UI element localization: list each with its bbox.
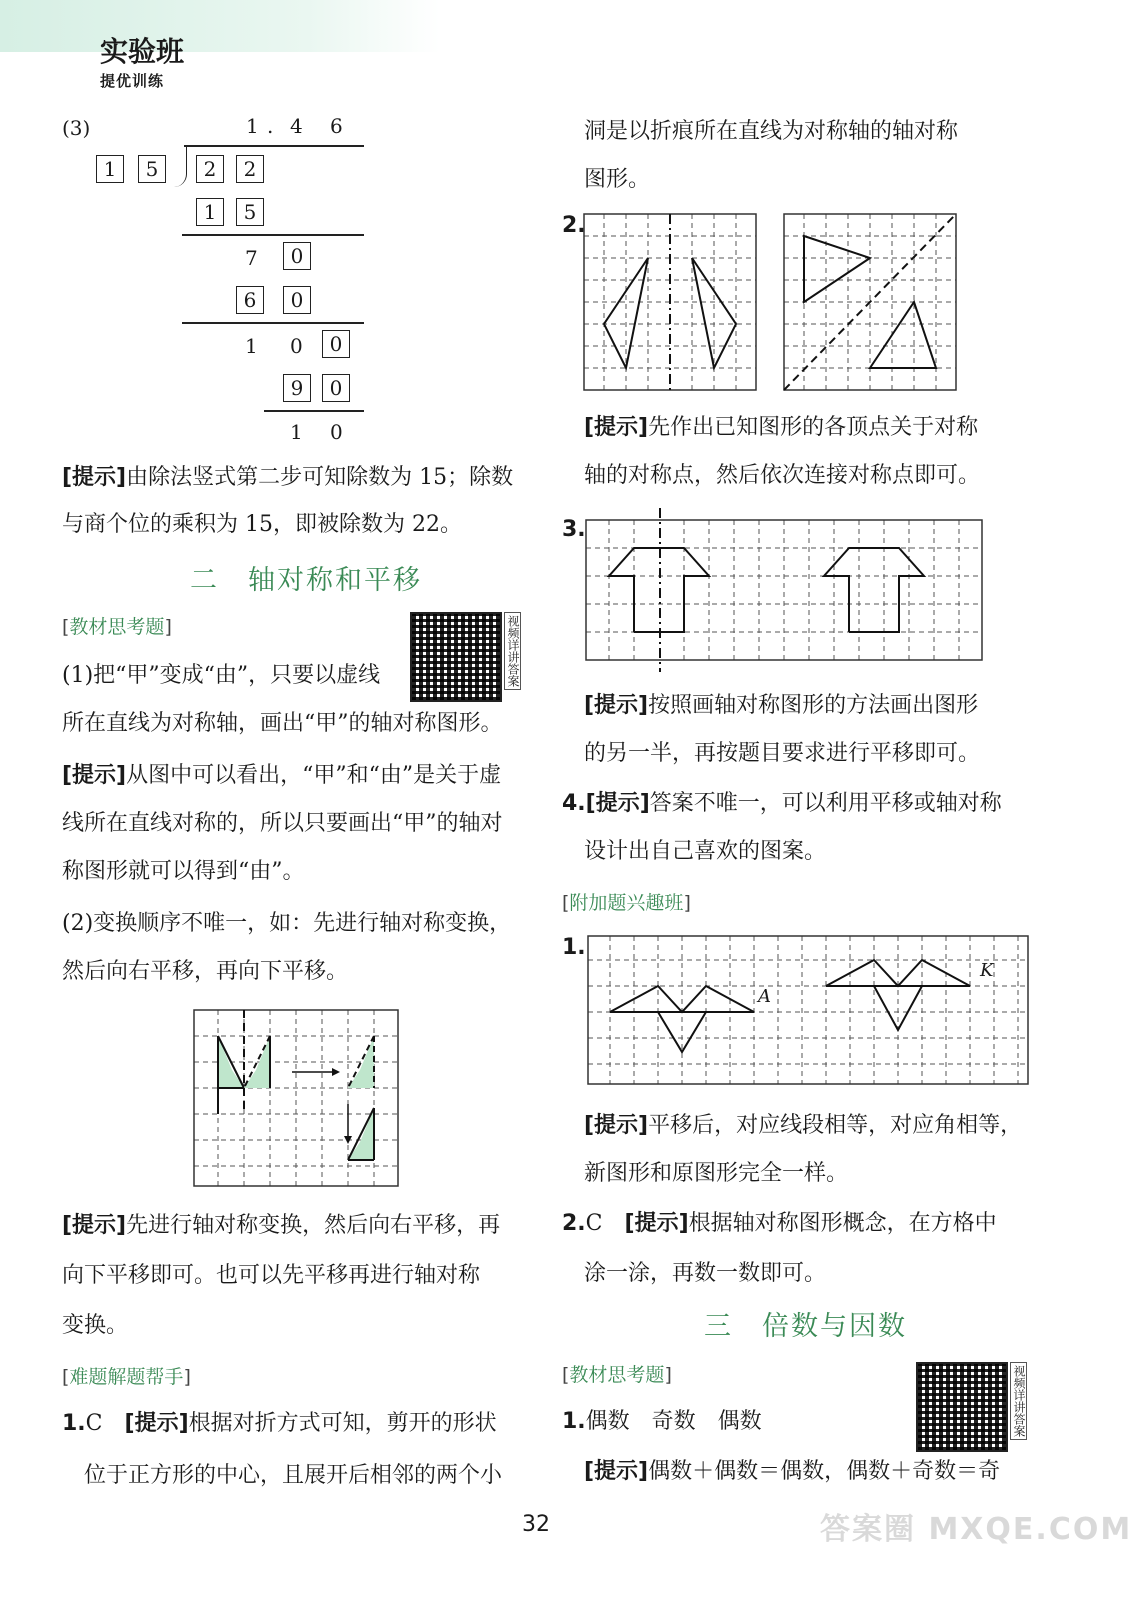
text-line: 然后向右平移，再向下平移。 [62,959,349,984]
text-line: 与商个位的乘积为 15，即被除数为 22。 [62,512,462,537]
division-line [182,322,364,324]
hint-line: [提示]从图中可以看出，“甲”和“由”是关于虚 [62,763,502,788]
text-line: 所在直线为对称轴，画出“甲”的轴对称图形。 [62,711,503,736]
hint-line: [提示]平移后，对应线段相等，对应角相等， [584,1113,1023,1138]
translation-figure [584,518,984,662]
symmetry-figure-a [582,212,758,392]
text-line: 位于正方形的中心，且展开后相邻的两个小 [84,1463,503,1488]
dividend-digit: 2 [196,155,224,183]
quotient-digit: 4 [290,114,303,138]
qr-label: 视频详讲答案 [504,612,521,690]
divisor-digit: 5 [138,155,166,183]
question-line: 1.C [提示]根据对折方式可知，剪开的形状 [62,1411,497,1436]
step-digit: 7 [245,246,258,270]
hint-line: [提示]由除法竖式第二步可知除数为 15；除数 [62,465,514,490]
step-digit: 0 [290,334,303,358]
header-band [0,0,440,52]
quotient-digit: 1 [246,114,259,138]
section-tag: [教材思考题] [562,1364,672,1386]
question-line: 1.偶数 奇数 偶数 [562,1409,762,1434]
quotient-point: . [267,114,274,138]
hint-line: [提示]按照画轴对称图形的方法画出图形 [584,693,979,718]
section-tag: [教材思考题] [62,616,172,638]
step-digit: 1 [196,198,224,226]
section-tag: [难题解题帮手] [62,1366,191,1388]
section-title: 二 轴对称和平移 [190,565,422,596]
text-line: 图形。 [584,167,651,192]
step-digit: 0 [283,286,311,314]
step-digit: 6 [236,286,264,314]
text-line: 称图形就可以得到“由”。 [62,859,305,884]
text-line: 变换。 [62,1313,129,1338]
text-line: 轴的对称点，然后依次连接对称点即可。 [584,463,981,488]
text-line: 设计出自己喜欢的图案。 [584,839,827,864]
step-digit: 5 [236,198,264,226]
hint-line: [提示]偶数＋偶数＝偶数，偶数＋奇数＝奇 [584,1459,1001,1484]
text-line: 新图形和原图形完全一样。 [584,1161,849,1186]
transform-figure [192,1008,400,1188]
qr-label: 视频详讲答案 [1010,1362,1027,1440]
hint-line: [提示]先作出已知图形的各顶点关于对称 [584,415,979,440]
pattern-translation-figure [586,934,1030,1086]
page-number: 32 [522,1512,550,1537]
question-number: 1. [562,935,586,960]
hint-line: [提示]先进行轴对称变换，然后向右平移，再 [62,1213,501,1238]
divisor-digit: 1 [96,155,124,183]
division-line [182,234,364,236]
watermark: 答案圈 MXQE.COM [820,1512,1132,1547]
text-line: (2)变换顺序不唯一，如：先进行轴对称变换， [62,911,512,936]
question-number: 3. [562,517,586,542]
text-line: 洞是以折痕所在直线为对称轴的轴对称 [584,119,959,144]
question-line: 2.C [提示]根据轴对称图形概念，在方格中 [562,1211,997,1236]
brand-sub: 提优训练 [100,72,165,90]
question-number: 2. [562,213,586,238]
quotient-digit: 6 [330,114,343,138]
qr-code[interactable] [916,1362,1008,1452]
section-tag: [附加题兴趣班] [562,892,691,914]
text-line: 涂一涂，再数一数即可。 [584,1261,827,1286]
point-label-k: K [980,960,994,981]
step-digit: 1 [245,334,258,358]
point-label-a: A [758,986,771,1007]
question-line: 4.[提示]答案不唯一，可以利用平移或轴对称 [562,791,1002,816]
remainder-digit: 0 [330,420,343,444]
text-line: 的另一半，再按题目要求进行平移即可。 [584,741,981,766]
division-label: (3) [62,116,91,140]
division-bracket [174,145,187,187]
text-line: 向下平移即可。也可以先平移再进行轴对称 [62,1263,481,1288]
text-line: (1)把“甲”变成“由”，只要以虚线 [62,663,381,688]
division-line [264,410,364,412]
symmetry-figure-b [782,212,958,392]
step-digit: 9 [283,374,311,402]
hint-label: [提示] [62,465,127,490]
step-digit: 0 [322,330,350,358]
dividend-digit: 2 [236,155,264,183]
remainder-digit: 1 [290,420,303,444]
text-line: 线所在直线对称的，所以只要画出“甲”的轴对 [62,811,503,836]
section-title: 三 倍数与因数 [704,1311,907,1342]
step-digit: 0 [322,374,350,402]
brand-main: 实验班 [100,35,185,68]
division-bar [184,145,364,147]
qr-code[interactable] [410,612,502,702]
step-digit: 0 [283,242,311,270]
